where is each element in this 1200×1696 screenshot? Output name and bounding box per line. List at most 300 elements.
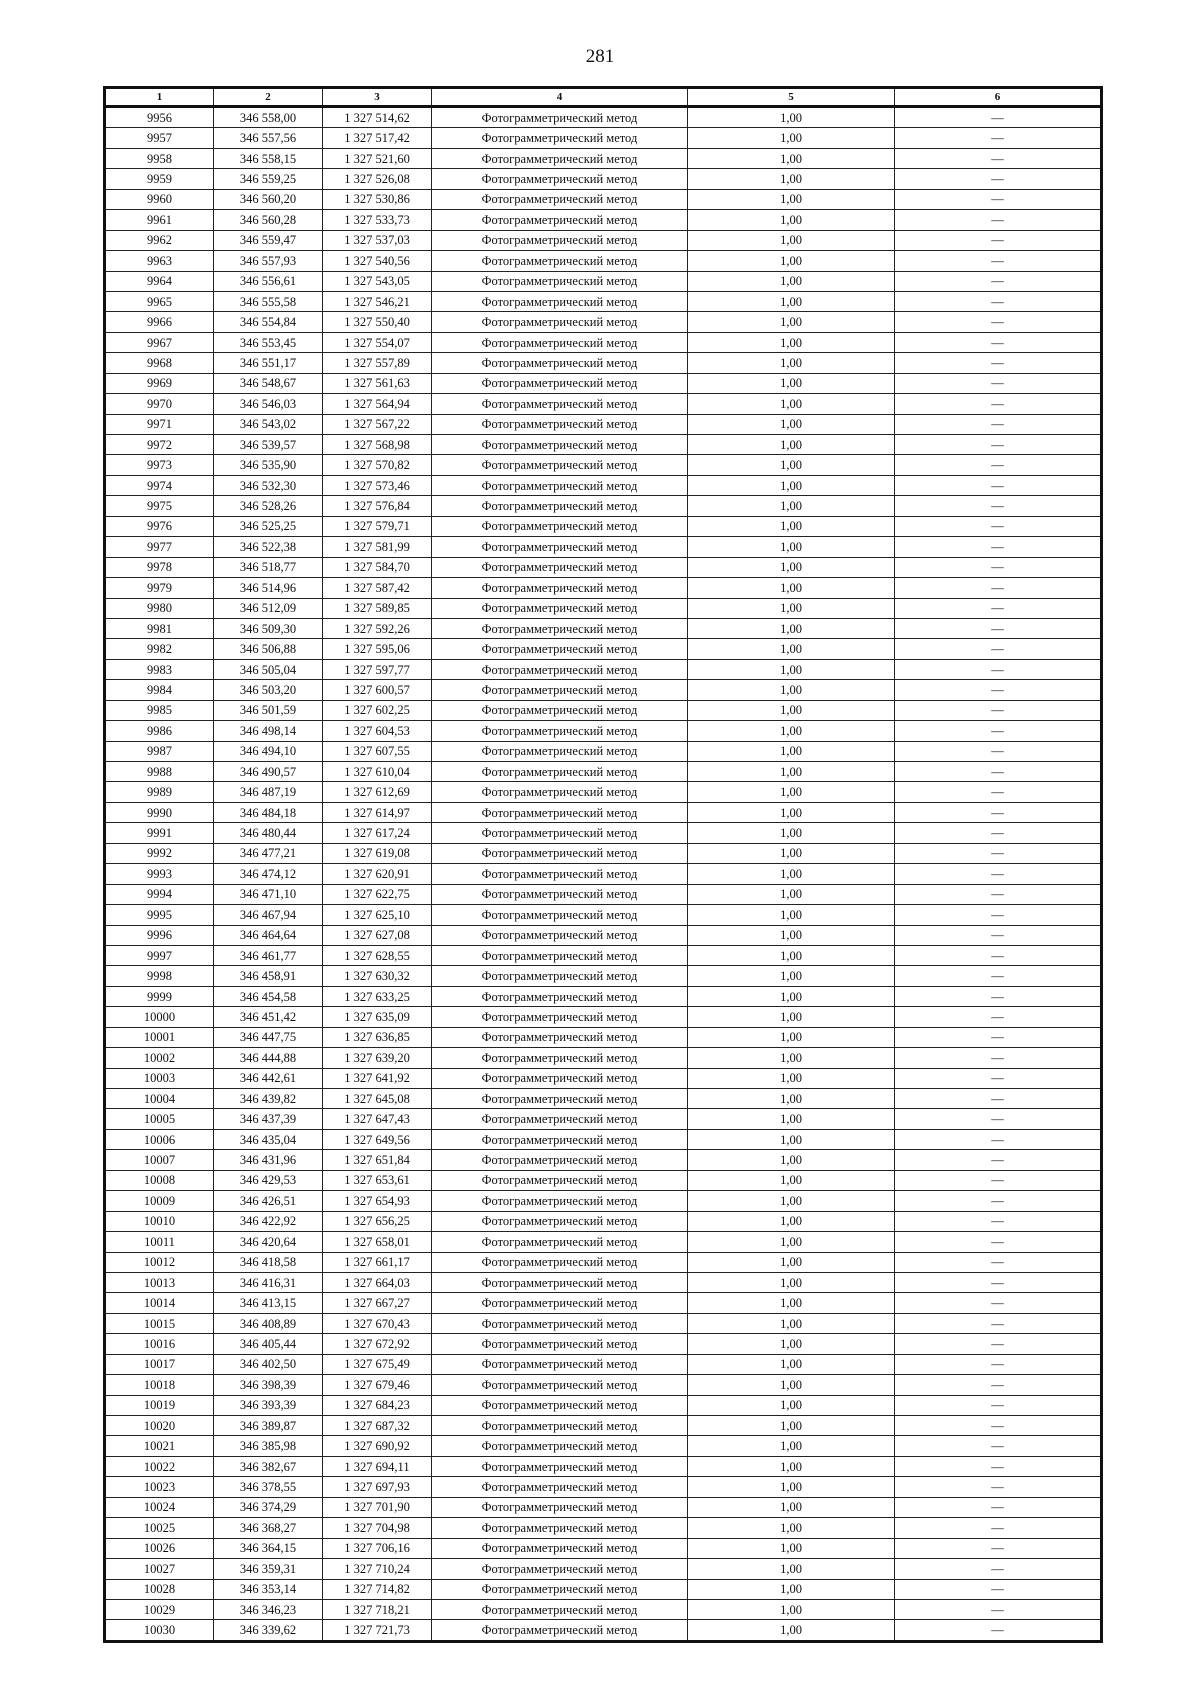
accuracy-cell: 1,00 [688,1109,895,1129]
accuracy-cell: 1,00 [688,1354,895,1374]
note-cell: — [895,905,1102,925]
y-coordinate-cell: 1 327 587,42 [323,578,432,598]
method-cell: Фотограмметрический метод [432,1313,688,1333]
table-row [105,1007,1102,1027]
note-cell: — [895,496,1102,516]
note-cell: — [895,373,1102,393]
y-coordinate-cell: 1 327 554,07 [323,332,432,352]
point-number-cell: 9984 [105,680,214,700]
accuracy-cell: 1,00 [688,741,895,761]
note-cell: — [895,189,1102,209]
x-coordinate-cell: 346 413,15 [214,1293,323,1313]
method-cell: Фотограмметрический метод [432,1579,688,1599]
table-row [105,1232,1102,1252]
method-cell: Фотограмметрический метод [432,721,688,741]
table-row [105,1313,1102,1333]
method-cell: Фотограмметрический метод [432,1191,688,1211]
y-coordinate-cell: 1 327 639,20 [323,1048,432,1068]
method-cell: Фотограмметрический метод [432,291,688,311]
x-coordinate-cell: 346 559,47 [214,230,323,250]
accuracy-cell: 1,00 [688,1272,895,1292]
column-header-4: 4 [432,88,688,107]
x-coordinate-cell: 346 418,58 [214,1252,323,1272]
accuracy-cell: 1,00 [688,169,895,189]
accuracy-cell: 1,00 [688,1027,895,1047]
method-cell: Фотограмметрический метод [432,1538,688,1558]
accuracy-cell: 1,00 [688,291,895,311]
y-coordinate-cell: 1 327 714,82 [323,1579,432,1599]
accuracy-cell: 1,00 [688,148,895,168]
table-row [105,1456,1102,1476]
method-cell: Фотограмметрический метод [432,1272,688,1292]
method-cell: Фотограмметрический метод [432,312,688,332]
method-cell: Фотограмметрический метод [432,1395,688,1415]
point-number-cell: 9989 [105,782,214,802]
point-number-cell: 9991 [105,823,214,843]
point-number-cell: 9957 [105,128,214,148]
table-row [105,598,1102,618]
note-cell: — [895,414,1102,434]
method-cell: Фотограмметрический метод [432,1436,688,1456]
method-cell: Фотограмметрический метод [432,455,688,475]
accuracy-cell: 1,00 [688,1334,895,1354]
column-header-1: 1 [105,88,214,107]
x-coordinate-cell: 346 447,75 [214,1027,323,1047]
y-coordinate-cell: 1 327 675,49 [323,1354,432,1374]
note-cell: — [895,1477,1102,1497]
y-coordinate-cell: 1 327 543,05 [323,271,432,291]
note-cell: — [895,516,1102,536]
note-cell: — [895,1497,1102,1517]
accuracy-cell: 1,00 [688,1048,895,1068]
method-cell: Фотограмметрический метод [432,741,688,761]
method-cell: Фотограмметрический метод [432,537,688,557]
y-coordinate-cell: 1 327 664,03 [323,1272,432,1292]
x-coordinate-cell: 346 378,55 [214,1477,323,1497]
note-cell: — [895,332,1102,352]
method-cell: Фотограмметрический метод [432,1354,688,1374]
y-coordinate-cell: 1 327 561,63 [323,373,432,393]
method-cell: Фотограмметрический метод [432,1518,688,1538]
y-coordinate-cell: 1 327 654,93 [323,1191,432,1211]
method-cell: Фотограмметрический метод [432,414,688,434]
note-cell: — [895,782,1102,802]
method-cell: Фотограмметрический метод [432,230,688,250]
accuracy-cell: 1,00 [688,864,895,884]
note-cell: — [895,1068,1102,1088]
accuracy-cell: 1,00 [688,1313,895,1333]
table-row [105,271,1102,291]
accuracy-cell: 1,00 [688,1150,895,1170]
accuracy-cell: 1,00 [688,475,895,495]
point-number-cell: 9961 [105,210,214,230]
table-row [105,1477,1102,1497]
table-row [105,557,1102,577]
note-cell: — [895,1089,1102,1109]
table-row [105,1109,1102,1129]
method-cell: Фотограмметрический метод [432,905,688,925]
point-number-cell: 10020 [105,1416,214,1436]
page-number: 281 [585,46,615,67]
method-cell: Фотограмметрический метод [432,1477,688,1497]
note-cell: — [895,271,1102,291]
note-cell: — [895,1456,1102,1476]
y-coordinate-cell: 1 327 546,21 [323,291,432,311]
method-cell: Фотограмметрический метод [432,1497,688,1517]
y-coordinate-cell: 1 327 670,43 [323,1313,432,1333]
method-cell: Фотограмметрический метод [432,1170,688,1190]
y-coordinate-cell: 1 327 672,92 [323,1334,432,1354]
point-number-cell: 9988 [105,762,214,782]
table-row [105,353,1102,373]
table-row [105,128,1102,148]
method-cell: Фотограмметрический метод [432,557,688,577]
note-cell: — [895,312,1102,332]
y-coordinate-cell: 1 327 550,40 [323,312,432,332]
point-number-cell: 10019 [105,1395,214,1415]
note-cell: — [895,1150,1102,1170]
column-header-5: 5 [688,88,895,107]
point-number-cell: 9975 [105,496,214,516]
y-coordinate-cell: 1 327 625,10 [323,905,432,925]
table-row [105,986,1102,1006]
method-cell: Фотограмметрический метод [432,1007,688,1027]
method-cell: Фотограмметрический метод [432,1232,688,1252]
accuracy-cell: 1,00 [688,1436,895,1456]
method-cell: Фотограмметрический метод [432,1416,688,1436]
accuracy-cell: 1,00 [688,986,895,1006]
point-number-cell: 9976 [105,516,214,536]
table-row [105,578,1102,598]
y-coordinate-cell: 1 327 517,42 [323,128,432,148]
method-cell: Фотограмметрический метод [432,435,688,455]
accuracy-cell: 1,00 [688,578,895,598]
accuracy-cell: 1,00 [688,251,895,271]
accuracy-cell: 1,00 [688,762,895,782]
method-cell: Фотограмметрический метод [432,1027,688,1047]
point-number-cell: 10003 [105,1068,214,1088]
y-coordinate-cell: 1 327 592,26 [323,618,432,638]
note-cell: — [895,659,1102,679]
note-cell: — [895,291,1102,311]
note-cell: — [895,1007,1102,1027]
table-row [105,1518,1102,1538]
x-coordinate-cell: 346 382,67 [214,1456,323,1476]
y-coordinate-cell: 1 327 589,85 [323,598,432,618]
point-number-cell: 9964 [105,271,214,291]
x-coordinate-cell: 346 525,25 [214,516,323,536]
accuracy-cell: 1,00 [688,1416,895,1436]
x-coordinate-cell: 346 557,93 [214,251,323,271]
method-cell: Фотограмметрический метод [432,966,688,986]
note-cell: — [895,169,1102,189]
table-row [105,618,1102,638]
x-coordinate-cell: 346 405,44 [214,1334,323,1354]
y-coordinate-cell: 1 327 645,08 [323,1089,432,1109]
method-cell: Фотограмметрический метод [432,496,688,516]
x-coordinate-cell: 346 339,62 [214,1620,323,1641]
method-cell: Фотограмметрический метод [432,1620,688,1641]
accuracy-cell: 1,00 [688,966,895,986]
table-row [105,1599,1102,1619]
coordinates-table [103,86,1103,1643]
method-cell: Фотограмметрический метод [432,1089,688,1109]
note-cell: — [895,557,1102,577]
accuracy-cell: 1,00 [688,1477,895,1497]
y-coordinate-cell: 1 327 533,73 [323,210,432,230]
note-cell: — [895,1375,1102,1395]
y-coordinate-cell: 1 327 610,04 [323,762,432,782]
y-coordinate-cell: 1 327 651,84 [323,1150,432,1170]
table-row [105,1252,1102,1272]
table-row [105,189,1102,209]
note-cell: — [895,823,1102,843]
point-number-cell: 9970 [105,394,214,414]
method-cell: Фотограмметрический метод [432,251,688,271]
y-coordinate-cell: 1 327 568,98 [323,435,432,455]
note-cell: — [895,1272,1102,1292]
y-coordinate-cell: 1 327 630,32 [323,966,432,986]
note-cell: — [895,1599,1102,1619]
accuracy-cell: 1,00 [688,618,895,638]
note-cell: — [895,1334,1102,1354]
table-row [105,1293,1102,1313]
y-coordinate-cell: 1 327 653,61 [323,1170,432,1190]
accuracy-cell: 1,00 [688,639,895,659]
table-row [105,291,1102,311]
y-coordinate-cell: 1 327 641,92 [323,1068,432,1088]
x-coordinate-cell: 346 451,42 [214,1007,323,1027]
table-row [105,1272,1102,1292]
table-row [105,884,1102,904]
accuracy-cell: 1,00 [688,210,895,230]
table-row [105,945,1102,965]
note-cell: — [895,639,1102,659]
point-number-cell: 10009 [105,1191,214,1211]
method-cell: Фотограмметрический метод [432,823,688,843]
x-coordinate-cell: 346 431,96 [214,1150,323,1170]
x-coordinate-cell: 346 556,61 [214,271,323,291]
note-cell: — [895,721,1102,741]
accuracy-cell: 1,00 [688,1559,895,1579]
point-number-cell: 10002 [105,1048,214,1068]
accuracy-cell: 1,00 [688,1252,895,1272]
x-coordinate-cell: 346 546,03 [214,394,323,414]
table-row [105,1395,1102,1415]
y-coordinate-cell: 1 327 706,16 [323,1538,432,1558]
point-number-cell: 9999 [105,986,214,1006]
table-row [105,210,1102,230]
method-cell: Фотограмметрический метод [432,189,688,209]
method-cell: Фотограмметрический метод [432,1599,688,1619]
column-header-6: 6 [895,88,1102,107]
accuracy-cell: 1,00 [688,802,895,822]
table-row [105,394,1102,414]
y-coordinate-cell: 1 327 573,46 [323,475,432,495]
accuracy-cell: 1,00 [688,680,895,700]
x-coordinate-cell: 346 364,15 [214,1538,323,1558]
method-cell: Фотограмметрический метод [432,782,688,802]
point-number-cell: 10027 [105,1559,214,1579]
method-cell: Фотограмметрический метод [432,639,688,659]
point-number-cell: 10030 [105,1620,214,1641]
method-cell: Фотограмметрический метод [432,618,688,638]
y-coordinate-cell: 1 327 628,55 [323,945,432,965]
note-cell: — [895,1518,1102,1538]
accuracy-cell: 1,00 [688,1191,895,1211]
x-coordinate-cell: 346 353,14 [214,1579,323,1599]
accuracy-cell: 1,00 [688,1395,895,1415]
y-coordinate-cell: 1 327 701,90 [323,1497,432,1517]
table-row [105,700,1102,720]
table-row [105,148,1102,168]
accuracy-cell: 1,00 [688,353,895,373]
x-coordinate-cell: 346 518,77 [214,557,323,577]
table-body [105,107,1102,1642]
method-cell: Фотограмметрический метод [432,107,688,128]
y-coordinate-cell: 1 327 684,23 [323,1395,432,1415]
accuracy-cell: 1,00 [688,394,895,414]
x-coordinate-cell: 346 389,87 [214,1416,323,1436]
accuracy-cell: 1,00 [688,128,895,148]
point-number-cell: 10024 [105,1497,214,1517]
y-coordinate-cell: 1 327 595,06 [323,639,432,659]
point-number-cell: 9980 [105,598,214,618]
x-coordinate-cell: 346 559,25 [214,169,323,189]
note-cell: — [895,230,1102,250]
x-coordinate-cell: 346 416,31 [214,1272,323,1292]
point-number-cell: 10016 [105,1334,214,1354]
accuracy-cell: 1,00 [688,1375,895,1395]
method-cell: Фотограмметрический метод [432,598,688,618]
table-row [105,966,1102,986]
table-row [105,823,1102,843]
x-coordinate-cell: 346 505,04 [214,659,323,679]
y-coordinate-cell: 1 327 704,98 [323,1518,432,1538]
accuracy-cell: 1,00 [688,598,895,618]
note-cell: — [895,700,1102,720]
y-coordinate-cell: 1 327 633,25 [323,986,432,1006]
y-coordinate-cell: 1 327 619,08 [323,843,432,863]
point-number-cell: 10012 [105,1252,214,1272]
x-coordinate-cell: 346 422,92 [214,1211,323,1231]
note-cell: — [895,1048,1102,1068]
point-number-cell: 9981 [105,618,214,638]
x-coordinate-cell: 346 359,31 [214,1559,323,1579]
point-number-cell: 10018 [105,1375,214,1395]
accuracy-cell: 1,00 [688,823,895,843]
table-row [105,1559,1102,1579]
y-coordinate-cell: 1 327 526,08 [323,169,432,189]
point-number-cell: 10026 [105,1538,214,1558]
point-number-cell: 10004 [105,1089,214,1109]
accuracy-cell: 1,00 [688,537,895,557]
x-coordinate-cell: 346 346,23 [214,1599,323,1619]
method-cell: Фотограмметрический метод [432,169,688,189]
y-coordinate-cell: 1 327 521,60 [323,148,432,168]
x-coordinate-cell: 346 548,67 [214,373,323,393]
point-number-cell: 9979 [105,578,214,598]
method-cell: Фотограмметрический метод [432,945,688,965]
point-number-cell: 10017 [105,1354,214,1374]
note-cell: — [895,802,1102,822]
point-number-cell: 9977 [105,537,214,557]
note-cell: — [895,107,1102,128]
table-row [105,414,1102,434]
x-coordinate-cell: 346 439,82 [214,1089,323,1109]
y-coordinate-cell: 1 327 718,21 [323,1599,432,1619]
point-number-cell: 10021 [105,1436,214,1456]
point-number-cell: 10015 [105,1313,214,1333]
accuracy-cell: 1,00 [688,189,895,209]
note-cell: — [895,537,1102,557]
method-cell: Фотограмметрический метод [432,271,688,291]
point-number-cell: 9959 [105,169,214,189]
x-coordinate-cell: 346 554,84 [214,312,323,332]
x-coordinate-cell: 346 553,45 [214,332,323,352]
table-row [105,1334,1102,1354]
y-coordinate-cell: 1 327 617,24 [323,823,432,843]
accuracy-cell: 1,00 [688,945,895,965]
note-cell: — [895,475,1102,495]
y-coordinate-cell: 1 327 620,91 [323,864,432,884]
note-cell: — [895,1191,1102,1211]
x-coordinate-cell: 346 557,56 [214,128,323,148]
point-number-cell: 9972 [105,435,214,455]
y-coordinate-cell: 1 327 694,11 [323,1456,432,1476]
table-row [105,1150,1102,1170]
table-row [105,1375,1102,1395]
accuracy-cell: 1,00 [688,1089,895,1109]
accuracy-cell: 1,00 [688,700,895,720]
note-cell: — [895,1538,1102,1558]
x-coordinate-cell: 346 402,50 [214,1354,323,1374]
accuracy-cell: 1,00 [688,557,895,577]
x-coordinate-cell: 346 464,64 [214,925,323,945]
table-row [105,762,1102,782]
column-header-2: 2 [214,88,323,107]
method-cell: Фотограмметрический метод [432,353,688,373]
method-cell: Фотограмметрический метод [432,1252,688,1272]
y-coordinate-cell: 1 327 530,86 [323,189,432,209]
method-cell: Фотограмметрический метод [432,128,688,148]
y-coordinate-cell: 1 327 584,70 [323,557,432,577]
note-cell: — [895,251,1102,271]
x-coordinate-cell: 346 437,39 [214,1109,323,1129]
x-coordinate-cell: 346 535,90 [214,455,323,475]
point-number-cell: 9986 [105,721,214,741]
note-cell: — [895,1559,1102,1579]
x-coordinate-cell: 346 471,10 [214,884,323,904]
accuracy-cell: 1,00 [688,884,895,904]
point-number-cell: 10008 [105,1170,214,1190]
x-coordinate-cell: 346 558,00 [214,107,323,128]
method-cell: Фотограмметрический метод [432,394,688,414]
x-coordinate-cell: 346 480,44 [214,823,323,843]
table-row [105,1579,1102,1599]
accuracy-cell: 1,00 [688,230,895,250]
note-cell: — [895,394,1102,414]
table-row [105,1191,1102,1211]
note-cell: — [895,945,1102,965]
table-row [105,373,1102,393]
table-row [105,1211,1102,1231]
table-row [105,332,1102,352]
note-cell: — [895,1354,1102,1374]
y-coordinate-cell: 1 327 697,93 [323,1477,432,1497]
point-number-cell: 9958 [105,148,214,168]
point-number-cell: 10029 [105,1599,214,1619]
